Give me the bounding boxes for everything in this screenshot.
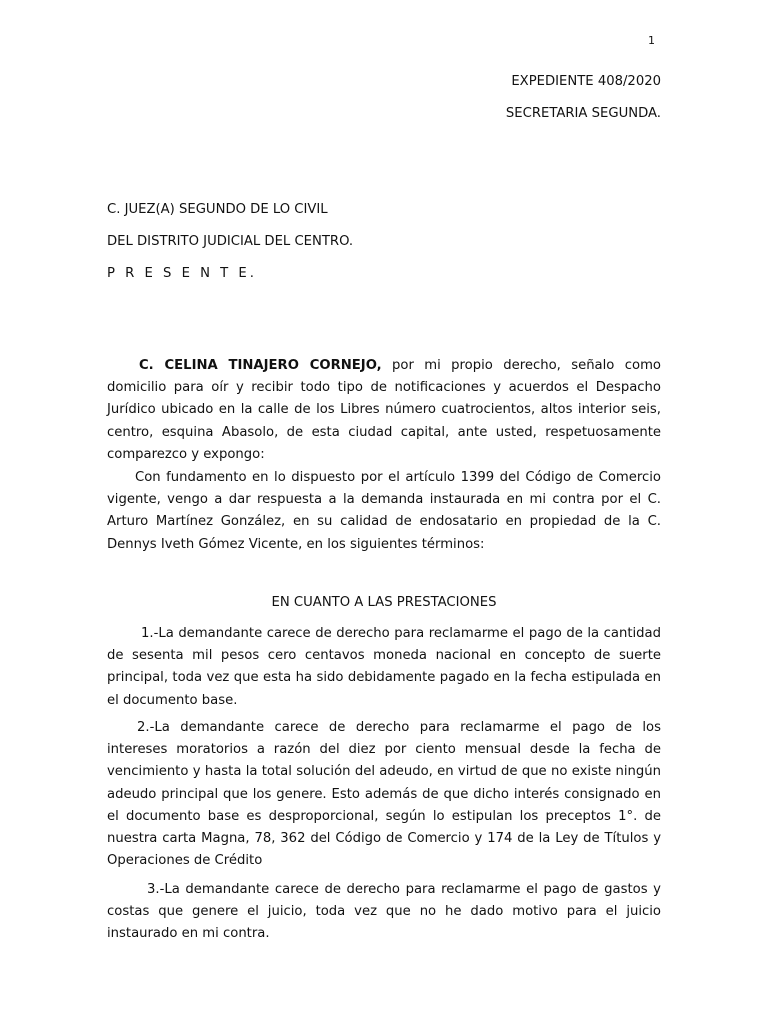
addressee-line-2: DEL DISTRITO JUDICIAL DEL CENTRO. [107,234,354,249]
petitioner-name: C. CELINA TINAJERO CORNEJO, [139,358,382,373]
item-2-paragraph: 2.-La demandante carece de derecho para reclamarme el pago de los intereses moratorios a razón del diez por ciento mensual desde la fecha de vencimiento y hasta la total solución del adeudo, en virtud de que no existe ningún adeudo principal que los genere. Esto además de que dicho interés consignado en el documento base es desproporcional, según lo estipulan los preceptos 1°. de nuestra carta Magna, 78, 362 del Código de Comercio y 174 de la Ley de Títulos y Operaciones de Crédito [107,720,661,869]
secretaria-label: SECRETARIA SEGUNDA. [505,106,661,121]
page-number: 1 [648,34,655,47]
expediente-number: EXPEDIENTE 408/2020 [511,74,661,89]
section-heading: EN CUANTO A LAS PRESTACIONES [271,595,497,610]
fundamento-paragraph: Con fundamento en lo dispuesto por el artículo 1399 del Código de Comercio vigente, vengo a dar respuesta a la demanda instaurada en mi contra por el C. Arturo Martínez González, en su calidad de endosatario en propiedad de la C. Dennys Iveth Gómez Vicente, en los siguientes términos: [107,470,661,552]
intro-paragraph [107,355,661,466]
addressee-line-1: C. JUEZ(A) SEGUNDO DE LO CIVIL [107,202,328,217]
item-1-paragraph: 1.-La demandante carece de derecho para reclamarme el pago de la cantidad de sesenta mil pesos cero centavos moneda nacional en concepto de suerte principal, toda vez que esta ha sido debidamente pagado en la fecha estipulada en el documento base. [107,626,661,708]
intro-text: por mi propio derecho, señalo como domicilio para oír y recibir todo tipo de notificaciones y acuerdos el Despacho Jurídico ubicado en la calle de los Libres número cuatrocientos, altos interior seis, centro, esquina Abasolo, de esta ciudad capital, ante usted, respetuosamente comparezco y expongo: [107,358,661,462]
addressee-line-3: P R E S E N T E. [107,266,257,281]
item-3-paragraph: 3.-La demandante carece de derecho para reclamarme el pago de gastos y costas que genere el juicio, toda vez que no he dado motivo para el juicio instaurado en mi contra. [107,882,661,942]
